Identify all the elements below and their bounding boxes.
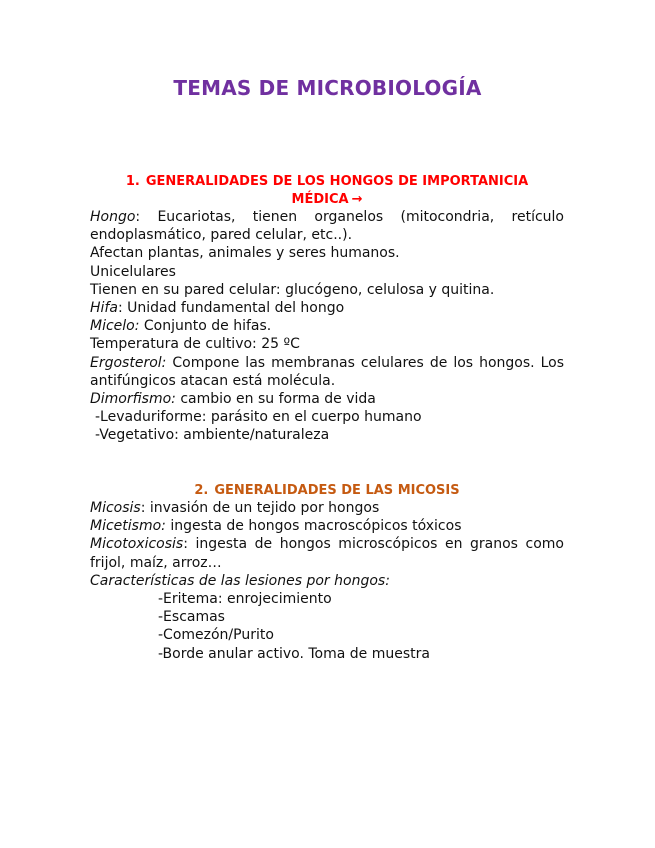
- section-1-heading: [90, 173, 564, 209]
- text-unicelulares: Unicelulares: [90, 263, 176, 280]
- section-2-body: [90, 499, 564, 663]
- paragraph-dimorfismo: [90, 390, 564, 408]
- section-1-number: 1.: [125, 174, 140, 189]
- text-micotoxicosis: : ingesta de hongos microscópicos en granos como frijol, maíz, arroz…: [90, 536, 564, 571]
- paragraph-micetismo: [90, 517, 564, 535]
- list-item-escamas: [90, 608, 564, 626]
- term-ergosterol: Ergosterol:: [90, 354, 167, 371]
- term-micosis: Micosis: [90, 500, 141, 516]
- text-eritema: -Eritema: enrojecimiento: [158, 591, 332, 608]
- text-hongo: : Eucariotas, tienen organelos (mitocondria, retículo endoplasmático, pared celular, etc..).: [90, 209, 564, 244]
- text-temperatura: Temperatura de cultivo: 25 ºC: [90, 336, 300, 353]
- paragraph-afectan: [90, 244, 564, 262]
- paragraph-micosis: [90, 499, 564, 517]
- text-hifa: : Unidad fundamental del hongo: [117, 300, 345, 317]
- text-micosis: : invasión de un tejido por hongos: [140, 500, 380, 516]
- term-dimorfismo: Dimorfismo:: [90, 391, 176, 408]
- paragraph-temperatura: [90, 335, 564, 353]
- list-item-eritema: [90, 590, 564, 608]
- paragraph-ergosterol: [90, 354, 564, 390]
- paragraph-caracteristicas: [90, 572, 564, 590]
- text-micelo: Conjunto de hifas.: [139, 318, 272, 335]
- document-title: TEMAS DE MICROBIOLOGÍA: [173, 76, 482, 100]
- list-item-borde: [90, 645, 564, 663]
- text-dimorfismo: cambio en su forma de vida: [175, 391, 376, 408]
- term-caracteristicas: Características de las lesiones por hongos:: [90, 572, 390, 589]
- term-micotoxicosis: Micotoxicosis: [90, 536, 184, 553]
- section-1-heading-line-1: [90, 173, 564, 191]
- term-micelo: Micelo:: [90, 318, 140, 335]
- term-hongo: Hongo: [90, 209, 136, 225]
- section-2-heading: [90, 482, 564, 500]
- term-micetismo: Micetismo:: [90, 518, 166, 535]
- section-2-heading-text: GENERALIDADES DE LAS MICOSIS: [214, 483, 460, 498]
- list-item-comezon: [90, 626, 564, 644]
- text-levaduriforme: -Levaduriforme: parásito en el cuerpo humano: [95, 409, 422, 426]
- text-borde: -Borde anular activo. Toma de muestra: [158, 645, 430, 662]
- paragraph-micotoxicosis: [90, 535, 564, 571]
- section-1-heading-text-1: GENERALIDADES DE LOS HONGOS DE IMPORTANICIA: [145, 174, 529, 189]
- section-1-heading-line-2: [90, 191, 564, 209]
- text-escamas: -Escamas: [158, 609, 225, 626]
- paragraph-micelo: [90, 317, 564, 335]
- section-1-heading-text-2: MÉDICA: [291, 192, 349, 207]
- paragraph-hifa: [90, 299, 564, 317]
- paragraph-vegetativo: [90, 426, 564, 444]
- text-vegetativo: -Vegetativo: ambiente/naturaleza: [95, 427, 330, 444]
- paragraph-levaduriforme: [90, 408, 564, 426]
- section-2-number: 2.: [194, 483, 209, 498]
- section-1-body: [90, 208, 564, 445]
- text-comezon: -Comezón/Purito: [158, 627, 274, 644]
- term-hifa: Hifa: [90, 300, 118, 317]
- arrow-right-icon: →: [351, 192, 363, 207]
- paragraph-pared: [90, 281, 564, 299]
- paragraph-unicelulares: [90, 263, 564, 281]
- text-afectan: Afectan plantas, animales y seres humanos.: [90, 245, 400, 262]
- text-pared: Tienen en su pared celular: glucógeno, celulosa y quitina.: [90, 281, 495, 298]
- text-ergosterol: Compone las membranas celulares de los hongos. Los antifúngicos atacan está molécula.: [90, 354, 564, 389]
- text-micetismo: ingesta de hongos macroscópicos tóxicos: [165, 518, 462, 535]
- paragraph-hongo: [90, 208, 564, 244]
